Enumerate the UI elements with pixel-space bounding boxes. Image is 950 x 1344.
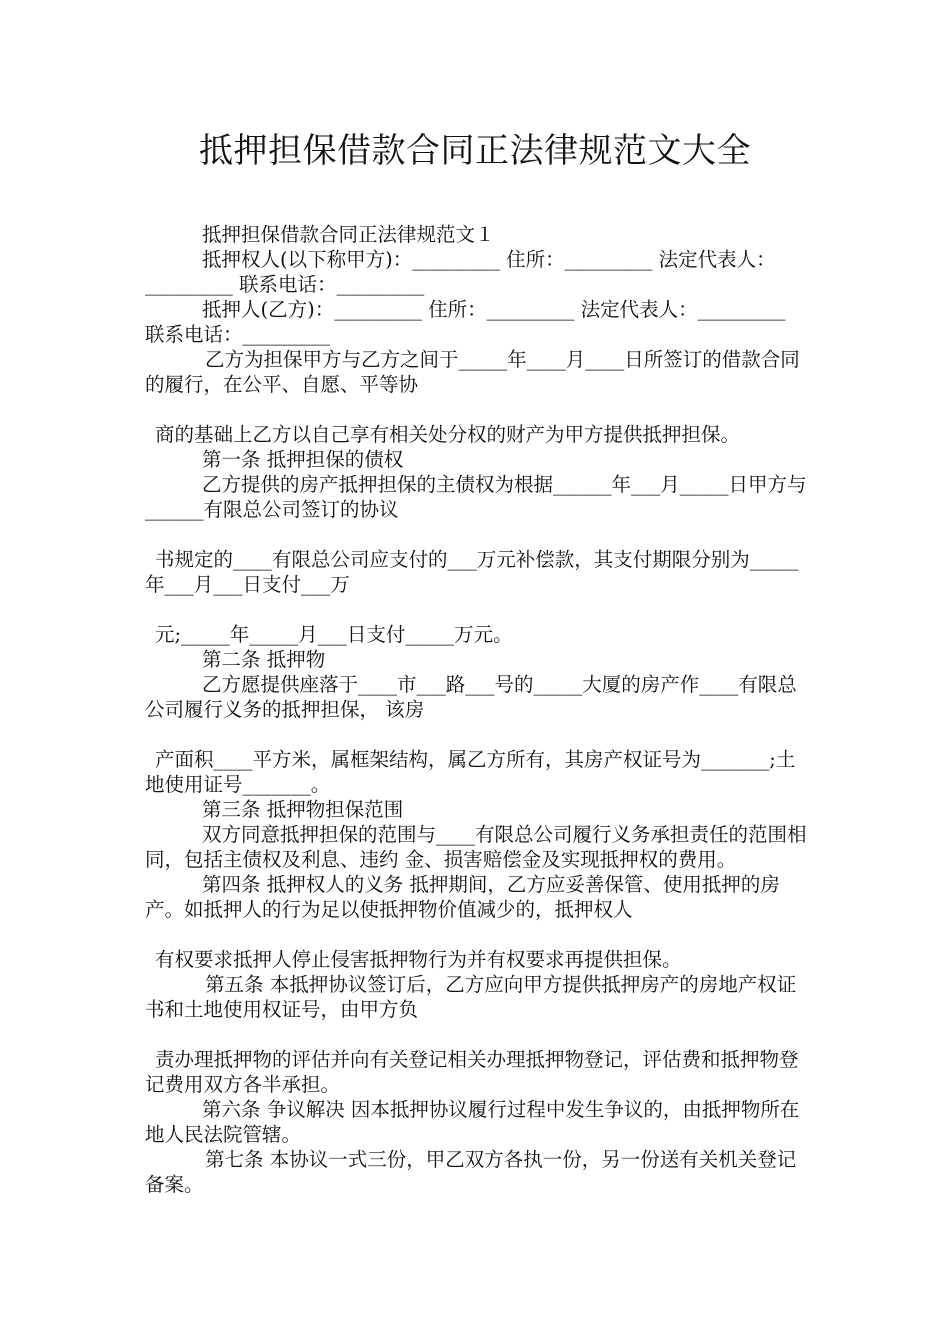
article-3-body: 双方同意抵押担保的范围与____有限总公司履行义务承担责任的范围相同，包括主债权及利息、违约 金、损害赔偿金及实现抵押权的费用。 [145,823,807,871]
document-body [145,222,810,1197]
article-3-heading: 第三条 抵押物担保范围 [202,798,404,821]
contract-subtitle: 抵押担保借款合同正法律规范文１ [202,223,495,246]
article-1-body-continued: 书规定的____有限总公司应支付的___万元补偿款，其支付期限分别为_____年___月___日支付___万 [145,548,799,596]
preamble: 乙方为担保甲方与乙方之间于_____年____月____日所签订的借款合同的履行，在公平、自愿、平等协 [145,348,800,396]
preamble-continued: 商的基础上乙方以自己享有相关处分权的财产为甲方提供抵押担保。 [155,423,741,446]
article-1-heading: 第一条 抵押担保的债权 [202,448,404,471]
mortgagee-info: 抵押权人(以下称甲方)：_________ 住所：_________ 法定代表人：_________ 联系电话：_________ [145,248,776,296]
article-5-continued: 责办理抵押物的评估并向有关登记相关办理抵押物登记，评估费和抵押物登记费用双方各半承担。 [145,1048,799,1096]
mortgagor-info: 抵押人(乙方)：_________ 住所：_________ 法定代表人：_________ 联系电话：_________ [145,298,786,346]
article-5: 第五条 本抵押协议签订后，乙方应向甲方提供抵押房产的房地产权证书和土地使用权证号，由甲方负 [145,973,797,1021]
article-1-body-end: 元;_____年_____月___日支付_____万元。 [155,623,513,646]
article-2-body-continued: 产面积____平方米，属框架结构，属乙方所有，其房产权证号为_______;土地使用证号_______。 [145,748,796,796]
article-4-continued: 有权要求抵押人停止侵害抵押物行为并有权要求再提供担保。 [155,948,682,971]
article-2-heading: 第二条 抵押物 [202,648,326,671]
article-2-body: 乙方愿提供座落于____市___路___号的_____大厦的房产作____有限总公司履行义务的抵押担保， 该房 [145,673,797,721]
document-title: 抵押担保借款合同正法律规范文大全 [199,131,751,171]
article-6: 第六条 争议解决 因本抵押协议履行过程中发生争议的，由抵押物所在地人民法院管辖。 [145,1098,800,1146]
article-4: 第四条 抵押权人的义务 抵押期间，乙方应妥善保管、使用抵押的房产。如抵押人的行为足以使抵押物价值减少的，抵押权人 [145,873,780,921]
article-1-body: 乙方提供的房产抵押担保的主债权为根据______年___月_____日甲方与______有限总公司签订的协议 [145,473,807,521]
article-7: 第七条 本协议一式三份，甲乙双方各执一份，另一份送有关机关登记备案。 [145,1148,797,1196]
